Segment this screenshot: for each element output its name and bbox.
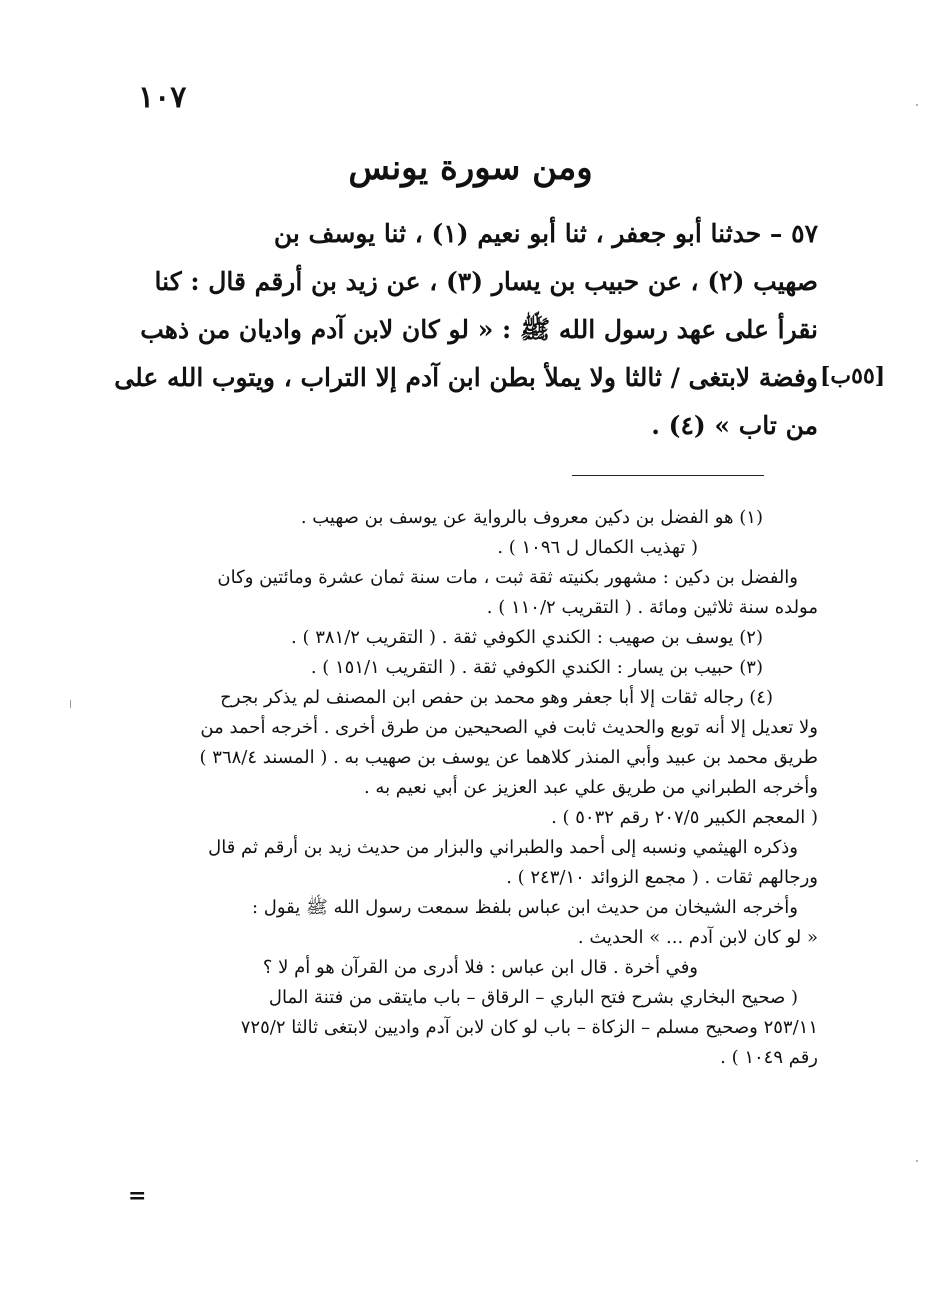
footnote-line: رقم ١٠٤٩ ) . (720, 1047, 818, 1068)
footnote-divider (572, 475, 764, 476)
scan-speck (70, 700, 71, 708)
footnote-line: (١) هو الفضل بن دكين معروف بالرواية عن يوسف بن صهيب . (300, 507, 763, 528)
footnote-line: طريق محمد بن عبيد وأبي المنذر كلاهما عن يوسف بن صهيب به . ( المسند ٣٦٨/٤ ) (199, 747, 818, 768)
main-text (100, 210, 818, 450)
footnote-line: وأخرجه الشيخان من حديث ابن عباس بلفظ سمعت رسول الله ﷺ يقول : (252, 897, 798, 918)
continuation-mark: = (128, 1183, 147, 1209)
main-text-line: من تاب » (٤) . (651, 411, 818, 440)
footnote-line: (٢) يوسف بن صهيب : الكندي الكوفي ثقة . ( التقريب ٣٨١/٢ ) . (291, 627, 763, 648)
footnote-line: ( المعجم الكبير ٢٠٧/٥ رقم ٥٠٣٢ ) . (551, 807, 818, 828)
footnote-line: ولا تعديل إلا أنه توبع والحديث ثابت في الصحيحين من طرق أخرى . أخرجه أحمد من (200, 717, 818, 738)
scan-speck (916, 1160, 918, 1162)
page-number: ١٠٧ (138, 80, 187, 115)
footnote-line: والفضل بن دكين : مشهور بكنيته ثقة ثبت ، مات سنة ثمان عشرة ومائتين وكان (217, 567, 798, 588)
footnote-line: « لو كان لابن آدم ... » الحديث . (577, 927, 818, 948)
footnote-line: ( تهذيب الكمال ل ١٠٩٦ ) . (497, 537, 698, 558)
main-text-line: صهيب (٢) ، عن حبيب بن يسار (٣) ، عن زيد بن أرقم قال : كنا (154, 267, 818, 296)
footnotes (100, 503, 818, 1073)
footnote-line: ( صحيح البخاري بشرح فتح الباري – الرقاق – باب مايتقى من فتنة المال (268, 987, 798, 1008)
page-title: ومن سورة يونس (348, 148, 593, 188)
footnote-line: ورجالهم ثقات . ( مجمع الزوائد ٢٤٣/١٠ ) . (506, 867, 818, 888)
scan-speck (916, 104, 918, 106)
main-text-line: وفضة لابتغى / ثالثا ولا يملأ بطن ابن آدم إلا التراب ، ويتوب الله على (114, 363, 818, 392)
footnote-line: وأخرجه الطبراني من طريق علي عبد العزيز عن أبي نعيم به . (363, 777, 818, 798)
margin-note: [٥٥ب] (820, 363, 886, 389)
main-text-line: نقرأ على عهد رسول الله ﷺ : « لو كان لابن آدم واديان من ذهب (140, 315, 818, 344)
footnote-line: وذكره الهيثمي ونسبه إلى أحمد والطبراني والبزار من حديث زيد بن أرقم ثم قال (208, 837, 798, 858)
footnote-line: (٣) حبيب بن يسار : الكندي الكوفي ثقة . ( التقريب ١٥١/١ ) . (310, 657, 763, 678)
footnote-line: مولده سنة ثلاثين ومائة . ( التقريب ١١٠/٢ ) . (486, 597, 818, 618)
main-text-line: ٥٧ – حدثنا أبو جعفر ، ثنا أبو نعيم (١) ، ثنا يوسف بن (273, 219, 818, 248)
footnote-line: (٤) رجاله ثقات إلا أبا جعفر وهو محمد بن حفص ابن المصنف لم يذكر بجرح (220, 687, 773, 708)
footnote-line: ٢٥٣/١١ وصحيح مسلم – الزكاة – باب لو كان لابن آدم واديين لابتغى ثالثا ٧٢٥/٢ (240, 1017, 818, 1038)
footnote-line: وفي أخرة . قال ابن عباس : فلا أدرى من القرآن هو أم لا ؟ (262, 957, 698, 978)
